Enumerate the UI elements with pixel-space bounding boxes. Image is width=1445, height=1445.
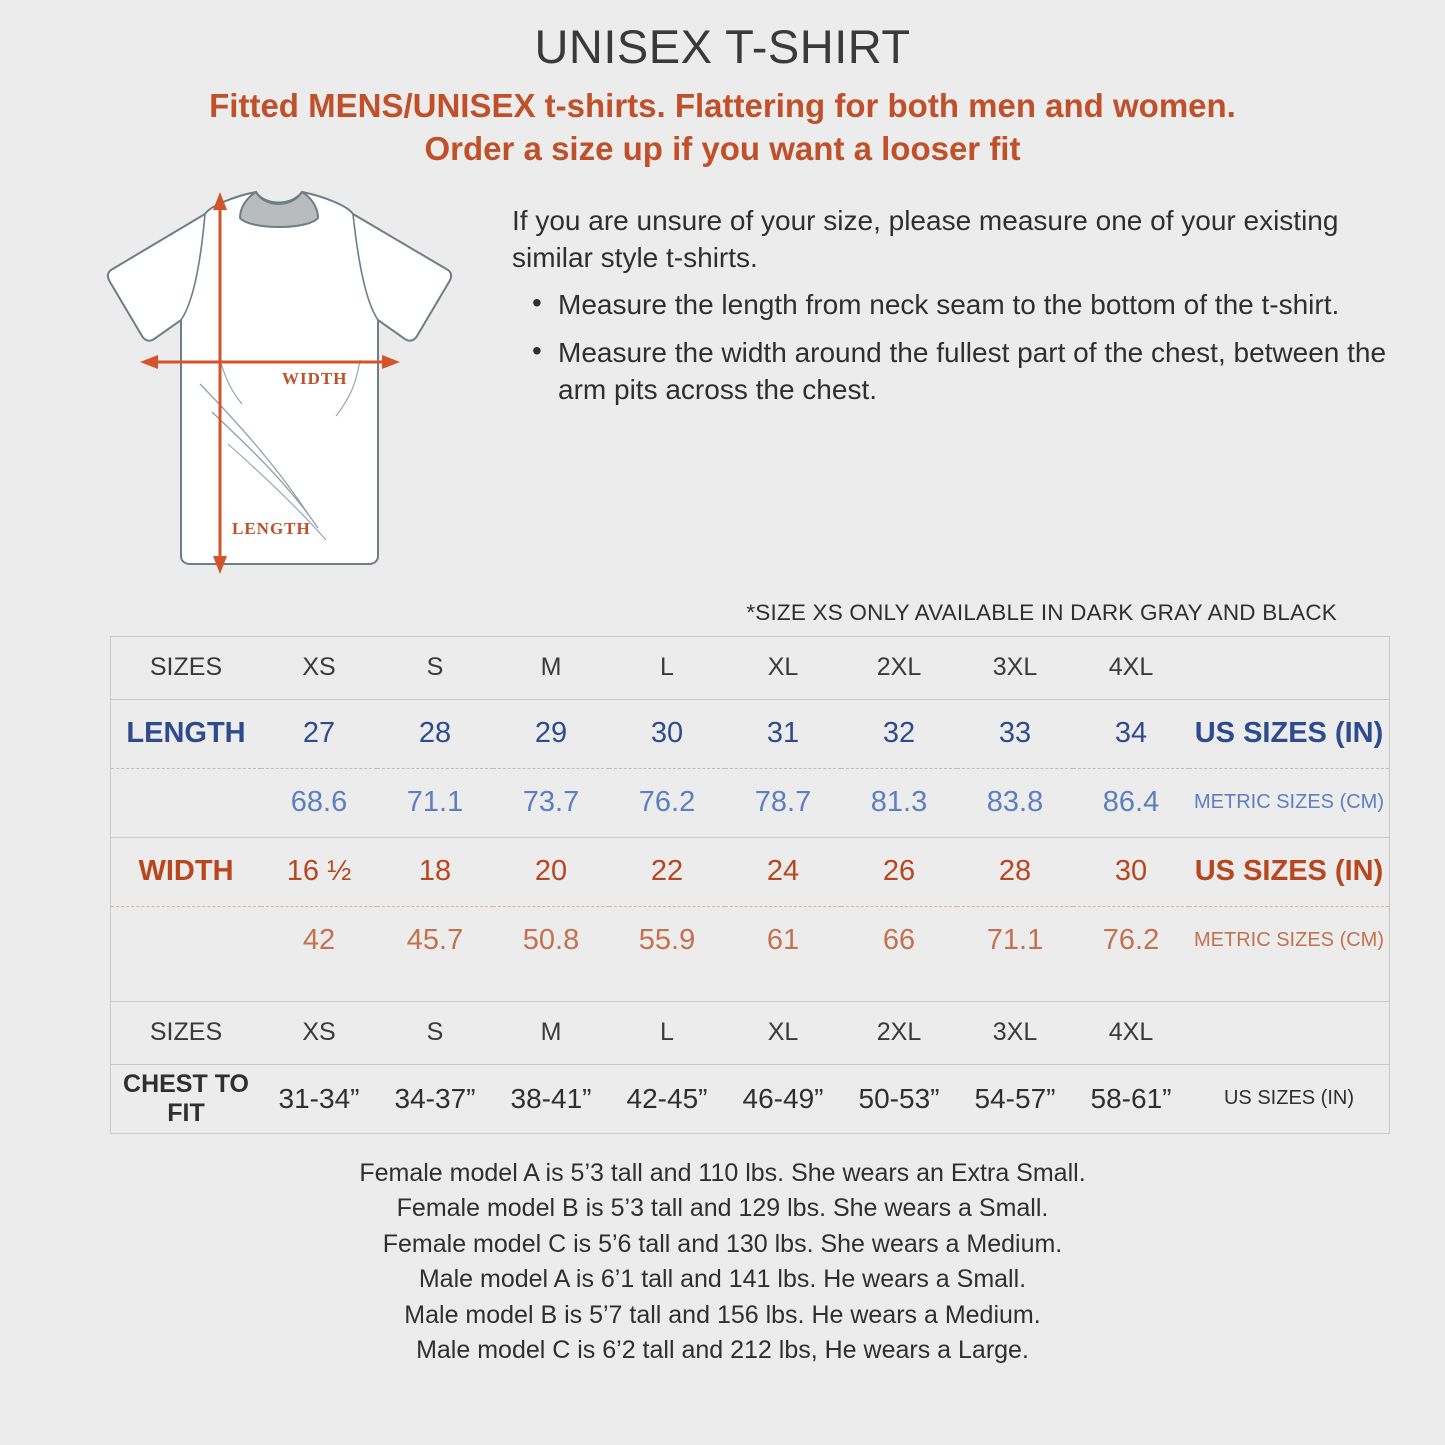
table-spacer-cell — [111, 975, 1389, 1002]
length-in-2xl: 32 — [841, 699, 957, 768]
header2-size-m: M — [493, 1001, 609, 1064]
middle-section — [0, 184, 1445, 584]
chest-xs: 31-34” — [278, 1082, 360, 1114]
model-notes — [0, 1156, 1445, 1369]
size-table — [111, 637, 1389, 1133]
availability-note: *SIZE XS ONLY AVAILABLE IN DARK GRAY AND BLACK — [746, 599, 1337, 625]
length-cm-xs: 68.6 — [261, 768, 377, 837]
width-in-xl: 24 — [725, 837, 841, 906]
length-cm-4xl: 86.4 — [1073, 768, 1189, 837]
length-cm-m: 73.7 — [493, 768, 609, 837]
list-item: • Measure the length from neck seam to the bottom of the t-shirt. — [558, 286, 1405, 323]
width-cm-xl: 61 — [725, 906, 841, 975]
instructions-intro: If you are unsure of your size, please measure one of your existing similar style t-shirts. — [512, 204, 1339, 274]
length-in-xs: 27 — [261, 699, 377, 768]
length-in-4xl: 34 — [1073, 699, 1189, 768]
header-size-xl: XL — [767, 653, 799, 682]
instructions-column — [490, 184, 1405, 584]
list-item: • Measure the width around the fullest part of the chest, between the arm pits across the chest. — [558, 334, 1405, 408]
row-label-length-metric — [111, 768, 261, 837]
header2-size-l: L — [609, 1001, 725, 1064]
chest-m: 38-41” — [510, 1082, 592, 1114]
header2-size-4xl: 4XL — [1073, 1001, 1189, 1064]
width-in-unit: US SIZES (IN) — [1189, 837, 1389, 906]
length-in-3xl: 33 — [957, 699, 1073, 768]
header-sizes-label: SIZES — [149, 653, 223, 682]
length-in-s: 28 — [377, 699, 493, 768]
diagram-length-label: LENGTH — [232, 518, 311, 538]
width-cm-unit: METRIC SIZES (CM) — [1189, 906, 1389, 975]
table-row-length-in — [111, 699, 1389, 768]
header2-size-xs: XS — [261, 1001, 377, 1064]
model-note-line: Female model A is 5’3 tall and 110 lbs. She wears an Extra Small. — [359, 1158, 1086, 1187]
row-label-length: LENGTH — [111, 699, 261, 768]
length-cm-l: 76.2 — [609, 768, 725, 837]
width-cm-4xl: 76.2 — [1073, 906, 1189, 975]
width-in-2xl: 26 — [841, 837, 957, 906]
header-size-xs: XS — [302, 653, 336, 682]
header2-size-s: S — [377, 1001, 493, 1064]
tshirt-diagram — [60, 184, 480, 584]
width-cm-2xl: 66 — [841, 906, 957, 975]
header-size-2xl: 2XL — [876, 653, 922, 682]
subtitle-line-1: Fitted MENS/UNISEX t-shirts. Flattering for both men and women. — [209, 87, 1236, 125]
subtitle-line-2: Order a size up if you want a looser fit — [424, 129, 1021, 167]
chest-4xl: 58-61” — [1090, 1082, 1172, 1114]
width-in-xs: 16 ½ — [261, 837, 377, 906]
length-cm-unit: METRIC SIZES (CM) — [1189, 768, 1389, 837]
length-in-l: 30 — [609, 699, 725, 768]
width-in-m: 20 — [493, 837, 609, 906]
size-table-container — [110, 636, 1390, 1134]
header2-size-xl: XL — [725, 1001, 841, 1064]
model-note-line: Male model C is 6’2 tall and 212 lbs, He wears a Large. — [416, 1336, 1029, 1365]
table-row-width-in — [111, 837, 1389, 906]
page-title: UNISEX T-SHIRT — [534, 20, 911, 73]
length-in-m: 29 — [493, 699, 609, 768]
length-cm-3xl: 83.8 — [957, 768, 1073, 837]
chest-2xl: 50-53” — [858, 1082, 940, 1114]
table-spacer-row — [111, 975, 1389, 1002]
table-row-length-cm — [111, 768, 1389, 837]
length-cm-2xl: 81.3 — [841, 768, 957, 837]
header2-size-3xl: 3XL — [957, 1001, 1073, 1064]
diagram-width-label: WIDTH — [282, 368, 348, 388]
row-label-width: WIDTH — [111, 837, 261, 906]
chest-l: 42-45” — [626, 1082, 708, 1114]
header2-unit-blank — [1189, 1001, 1389, 1064]
model-note-line: Male model A is 6’1 tall and 141 lbs. He wears a Small. — [418, 1265, 1027, 1294]
model-note-line: Male model B is 5’7 tall and 156 lbs. He wears a Medium. — [404, 1300, 1041, 1329]
table-row-width-cm — [111, 906, 1389, 975]
header2-sizes-label: SIZES — [111, 1001, 261, 1064]
width-cm-s: 45.7 — [377, 906, 493, 975]
row-label-chest: CHEST TO FIT — [123, 1069, 249, 1127]
chest-s: 34-37” — [394, 1082, 476, 1114]
header-size-l: L — [660, 653, 674, 682]
model-note-line: Female model C is 5’6 tall and 130 lbs. She wears a Medium. — [382, 1229, 1063, 1258]
chest-xl: 46-49” — [742, 1082, 824, 1114]
page-subtitle — [0, 85, 1445, 169]
chest-3xl: 54-57” — [974, 1082, 1056, 1114]
length-in-xl: 31 — [725, 699, 841, 768]
header-unit-blank — [1189, 637, 1389, 700]
header-size-m: M — [540, 653, 562, 682]
width-cm-3xl: 71.1 — [957, 906, 1073, 975]
width-in-s: 18 — [377, 837, 493, 906]
model-note-line: Female model B is 5’3 tall and 129 lbs. She wears a Small. — [396, 1194, 1049, 1223]
chest-unit: US SIZES (IN) — [1223, 1087, 1354, 1110]
table-header-row-2 — [111, 1001, 1389, 1064]
header-size-4xl: 4XL — [1108, 653, 1154, 682]
header-size-3xl: 3XL — [992, 653, 1038, 682]
length-cm-s: 71.1 — [377, 768, 493, 837]
width-in-4xl: 30 — [1073, 837, 1189, 906]
instructions-bullets — [512, 286, 1405, 408]
width-cm-l: 55.9 — [609, 906, 725, 975]
width-in-l: 22 — [609, 837, 725, 906]
table-row-chest — [111, 1064, 1389, 1133]
width-cm-xs: 42 — [261, 906, 377, 975]
table-header-row — [111, 637, 1389, 700]
tshirt-diagram-column — [60, 184, 490, 584]
row-label-width-metric — [111, 906, 261, 975]
header2-size-2xl: 2XL — [841, 1001, 957, 1064]
header-size-s: S — [426, 653, 444, 682]
width-cm-m: 50.8 — [493, 906, 609, 975]
width-in-3xl: 28 — [957, 837, 1073, 906]
length-cm-xl: 78.7 — [725, 768, 841, 837]
length-in-unit: US SIZES (IN) — [1189, 699, 1389, 768]
